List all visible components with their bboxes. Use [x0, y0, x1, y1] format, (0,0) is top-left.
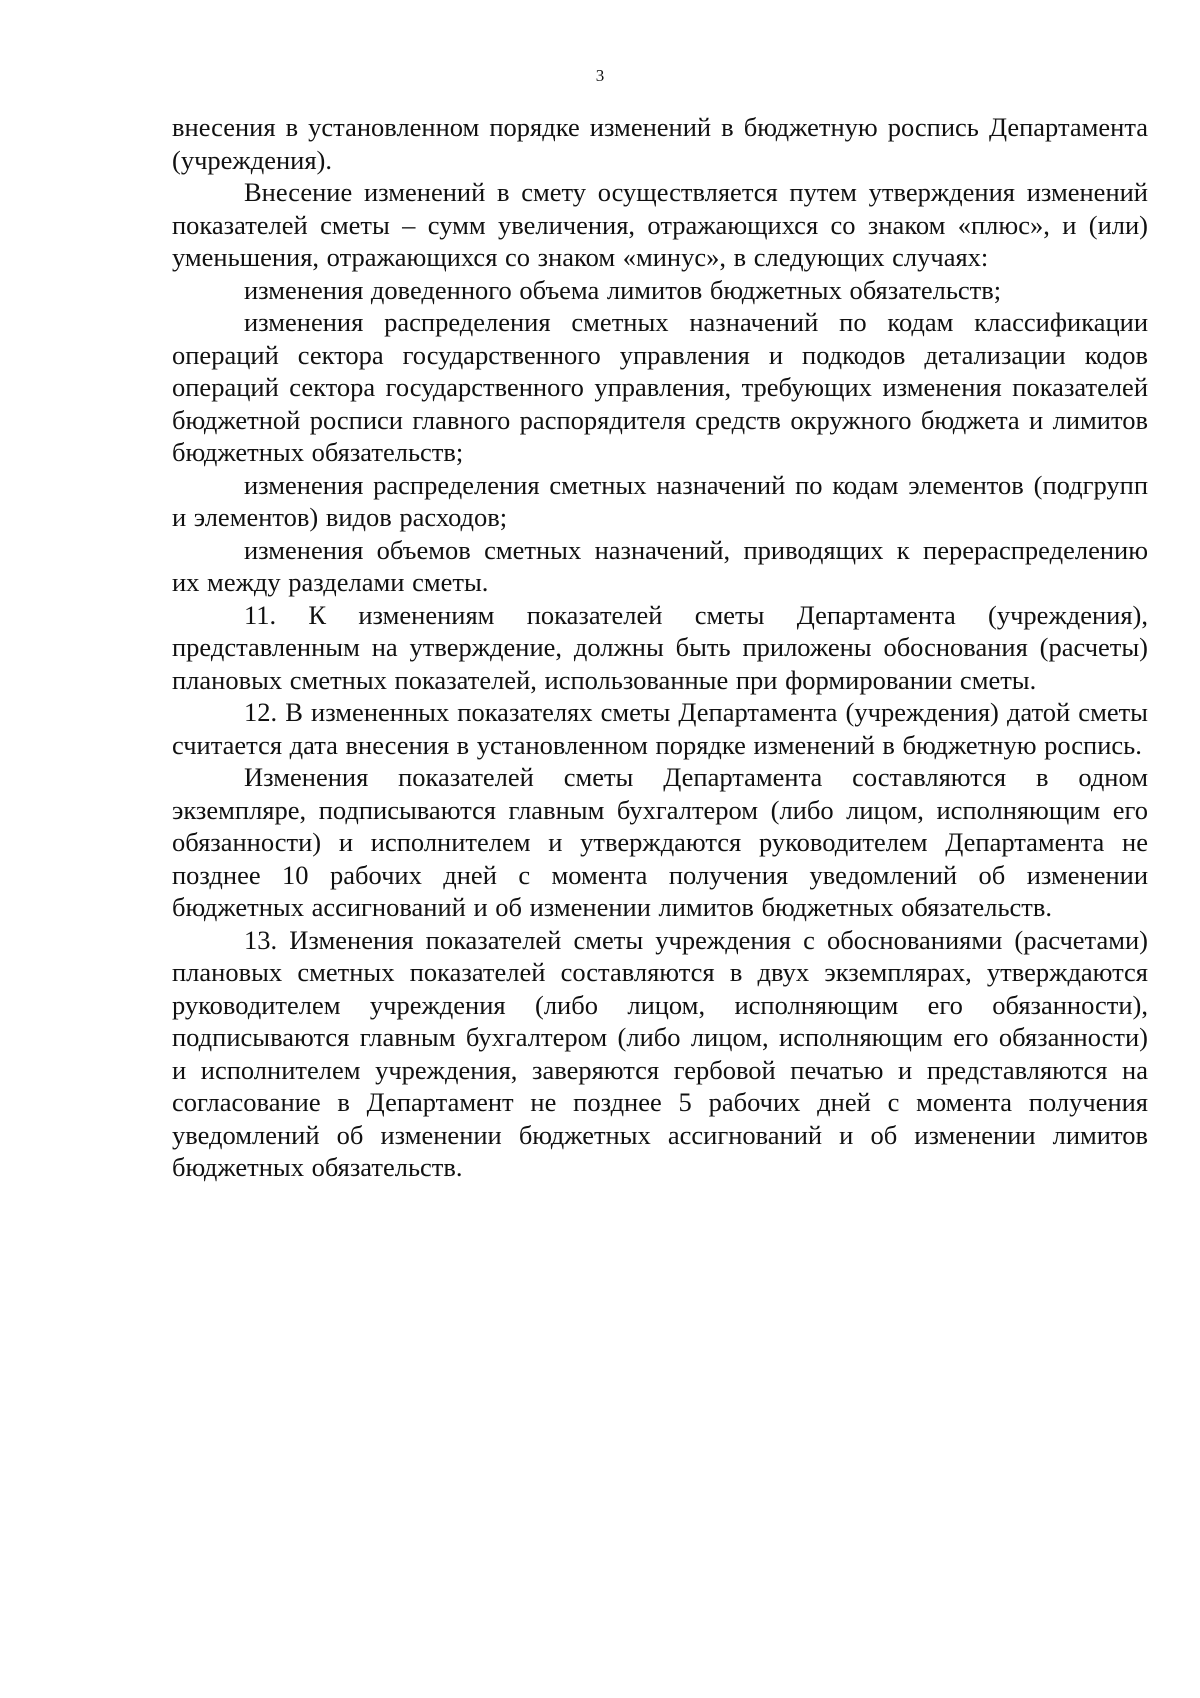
paragraph-case-expense-elements: изменения распределения сметных назначений по кодам элементов (подгрупп и элементов) видов расходов; [172, 469, 1148, 532]
document-body [172, 111, 1148, 1184]
paragraph-department-changes: Изменения показателей сметы Департамента составляются в одном экземпляре, подписываются главным бухгалтером (либо лицом, исполняющим его обязанности) и исполнителем и утверждаются руководителем Департамента не позднее 10 рабочих дней с момента получения уведомлений об изменении бюджетных ассигнований и об изменении лимитов бюджетных обязательств. [172, 762, 1148, 922]
paragraph-continuation: внесения в установленном порядке изменений в бюджетную роспись Департамента (учреждения). [172, 112, 1148, 175]
paragraph-item-12: 12. В измененных показателях сметы Департамента (учреждения) датой сметы считается дата внесения в установленном порядке изменений в бюджетную роспись. [172, 697, 1148, 760]
paragraph-case-limits: изменения доведенного объема лимитов бюджетных обязательств; [244, 274, 1002, 305]
paragraph-estimate-changes-intro: Внесение изменений в смету осуществляется путем утверждения изменений показателей сметы – сумм увеличения, отражающихся со знаком «плюс», и (или) уменьшения, отражающихся со знаком «минус», в следующих случаях: [172, 177, 1148, 272]
paragraph-case-redistribution: изменения объемов сметных назначений, приводящих к перераспределению их между разделами сметы. [172, 534, 1148, 597]
paragraph-case-classification-codes: изменения распределения сметных назначений по кодам классификации операций сектора государственного управления и подкодов детализации кодов операций сектора государственного управления, требующих изменения показателей бюджетной росписи главного распорядителя средств окружного бюджета и лимитов бюджетных обязательств; [172, 307, 1148, 467]
page-number: 3 [595, 66, 605, 85]
paragraph-item-13: 13. Изменения показателей сметы учреждения с обоснованиями (расчетами) плановых сметных показателей составляются в двух экземплярах, утверждаются руководителем учреждения (либо лицом, исполняющим его обязанности), подписываются главным бухгалтером (либо лицом, исполняющим его обязанности) и исполнителем учреждения, заверяются гербовой печатью и представляются на согласование в Департамент не позднее 5 рабочих дней с момента получения уведомлений об изменении бюджетных ассигнований и об изменении лимитов бюджетных обязательств. [172, 924, 1148, 1182]
paragraph-item-11: 11. К изменениям показателей сметы Департамента (учреждения), представленным на утверждение, должны быть приложены обоснования (расчеты) плановых сметных показателей, использованные при формировании сметы. [172, 599, 1148, 695]
